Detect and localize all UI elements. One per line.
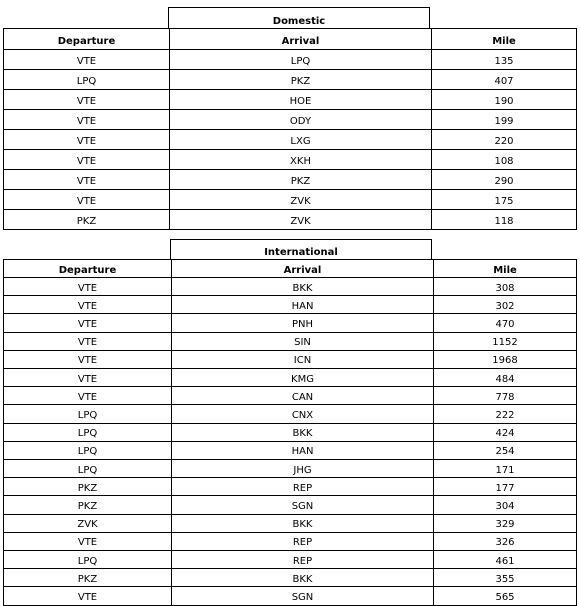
arrival-cell: CNX xyxy=(172,405,434,422)
table-row xyxy=(3,496,577,514)
mile-cell: 175 xyxy=(494,195,514,207)
table-row xyxy=(3,551,577,569)
arrival-cell: HAN xyxy=(172,442,434,459)
departure-cell: VTE xyxy=(4,190,170,209)
arrival-cell: REP xyxy=(172,478,434,495)
departure-cell: VTE xyxy=(4,351,172,368)
table-row xyxy=(3,533,577,551)
domestic-header-mile: Mile xyxy=(492,35,516,47)
mile-cell: 355 xyxy=(495,573,515,585)
table-row xyxy=(3,569,577,587)
arrival-cell: PNH xyxy=(172,314,434,331)
departure-cell: VTE xyxy=(4,170,170,189)
arrival-cell: CAN xyxy=(172,387,434,404)
table-row xyxy=(3,130,577,150)
mile-cell: 135 xyxy=(494,55,514,67)
table-row xyxy=(3,460,577,478)
table-row xyxy=(3,405,577,423)
departure-cell: VTE xyxy=(4,587,172,604)
mile-cell: 171 xyxy=(495,464,515,476)
table-row xyxy=(3,369,577,387)
arrival-cell: KMG xyxy=(172,369,434,386)
table-row xyxy=(3,50,577,70)
mile-cell: 1968 xyxy=(492,355,518,367)
mile-cell: 461 xyxy=(495,555,515,567)
departure-cell: VTE xyxy=(4,333,172,350)
departure-cell: LPQ xyxy=(4,424,172,441)
domestic-title: Domestic xyxy=(168,7,430,28)
table-row xyxy=(3,150,577,170)
table-row xyxy=(3,442,577,460)
arrival-cell: BKK xyxy=(172,424,434,441)
international-header-mile: Mile xyxy=(493,265,517,276)
mile-cell: 254 xyxy=(495,446,515,458)
arrival-cell: ODY xyxy=(170,110,432,129)
domestic-header-row xyxy=(3,28,577,50)
departure-cell: PKZ xyxy=(4,496,172,513)
table-row xyxy=(3,70,577,90)
departure-cell: VTE xyxy=(4,369,172,386)
arrival-cell: HOE xyxy=(170,90,432,109)
table-row xyxy=(3,424,577,442)
table-row xyxy=(3,296,577,314)
arrival-cell: LPQ xyxy=(170,50,432,69)
table-row xyxy=(3,333,577,351)
departure-cell: VTE xyxy=(4,110,170,129)
domestic-header-arrival: Arrival xyxy=(170,29,432,49)
departure-cell: VTE xyxy=(4,130,170,149)
mile-cell: 290 xyxy=(494,175,514,187)
table-row xyxy=(3,314,577,332)
table-row xyxy=(3,210,577,230)
arrival-cell: SGN xyxy=(172,496,434,513)
mile-cell: 118 xyxy=(494,215,514,227)
arrival-cell: XKH xyxy=(170,150,432,169)
arrival-cell: ZVK xyxy=(170,190,432,209)
table-row xyxy=(3,170,577,190)
mile-cell: 177 xyxy=(495,482,515,494)
mile-cell: 220 xyxy=(494,135,514,147)
table-row xyxy=(3,278,577,296)
departure-cell: VTE xyxy=(4,278,172,295)
mile-cell: 199 xyxy=(494,115,514,127)
arrival-cell: ZVK xyxy=(170,210,432,229)
mile-cell: 424 xyxy=(495,428,515,440)
departure-cell: ZVK xyxy=(4,515,172,532)
departure-cell: PKZ xyxy=(4,210,170,229)
departure-cell: LPQ xyxy=(4,405,172,422)
departure-cell: PKZ xyxy=(4,569,172,586)
mile-cell: 304 xyxy=(495,500,515,512)
table-row xyxy=(3,110,577,130)
mile-cell: 326 xyxy=(495,537,515,549)
departure-cell: VTE xyxy=(4,50,170,69)
arrival-cell: REP xyxy=(172,533,434,550)
table-row xyxy=(3,478,577,496)
table-row xyxy=(3,387,577,405)
mile-cell: 302 xyxy=(495,300,515,312)
departure-cell: VTE xyxy=(4,296,172,313)
mile-cell: 329 xyxy=(495,519,515,531)
table-row xyxy=(3,190,577,210)
departure-cell: LPQ xyxy=(4,460,172,477)
departure-cell: LPQ xyxy=(4,551,172,568)
mile-cell: 407 xyxy=(494,75,514,87)
arrival-cell: JHG xyxy=(172,460,434,477)
international-title: International xyxy=(170,239,432,259)
departure-cell: VTE xyxy=(4,387,172,404)
table-row xyxy=(3,351,577,369)
table-row xyxy=(3,587,577,605)
domestic-header-departure: Departure xyxy=(4,29,170,49)
mile-cell: 565 xyxy=(495,591,515,603)
mile-cell: 222 xyxy=(495,409,515,421)
arrival-cell: BKK xyxy=(172,278,434,295)
mile-cell: 190 xyxy=(494,95,514,107)
table-row xyxy=(3,515,577,533)
mile-cell: 308 xyxy=(495,282,515,294)
departure-cell: LPQ xyxy=(4,70,170,89)
international-header-departure: Departure xyxy=(4,260,172,277)
departure-cell: PKZ xyxy=(4,478,172,495)
mile-cell: 470 xyxy=(495,318,515,330)
arrival-cell: LXG xyxy=(170,130,432,149)
mile-cell: 484 xyxy=(495,373,515,385)
arrival-cell: HAN xyxy=(172,296,434,313)
arrival-cell: PKZ xyxy=(170,70,432,89)
arrival-cell: BKK xyxy=(172,515,434,532)
arrival-cell: BKK xyxy=(172,569,434,586)
departure-cell: VTE xyxy=(4,150,170,169)
international-header-row xyxy=(3,259,577,278)
arrival-cell: PKZ xyxy=(170,170,432,189)
departure-cell: VTE xyxy=(4,90,170,109)
mile-cell: 1152 xyxy=(492,337,518,349)
table-row xyxy=(3,90,577,110)
arrival-cell: SIN xyxy=(172,333,434,350)
international-header-arrival: Arrival xyxy=(172,260,434,277)
arrival-cell: ICN xyxy=(172,351,434,368)
mile-cell: 108 xyxy=(494,155,514,167)
mile-cell: 778 xyxy=(495,391,515,403)
arrival-cell: SGN xyxy=(172,587,434,604)
departure-cell: VTE xyxy=(4,314,172,331)
departure-cell: VTE xyxy=(4,533,172,550)
departure-cell: LPQ xyxy=(4,442,172,459)
arrival-cell: REP xyxy=(172,551,434,568)
